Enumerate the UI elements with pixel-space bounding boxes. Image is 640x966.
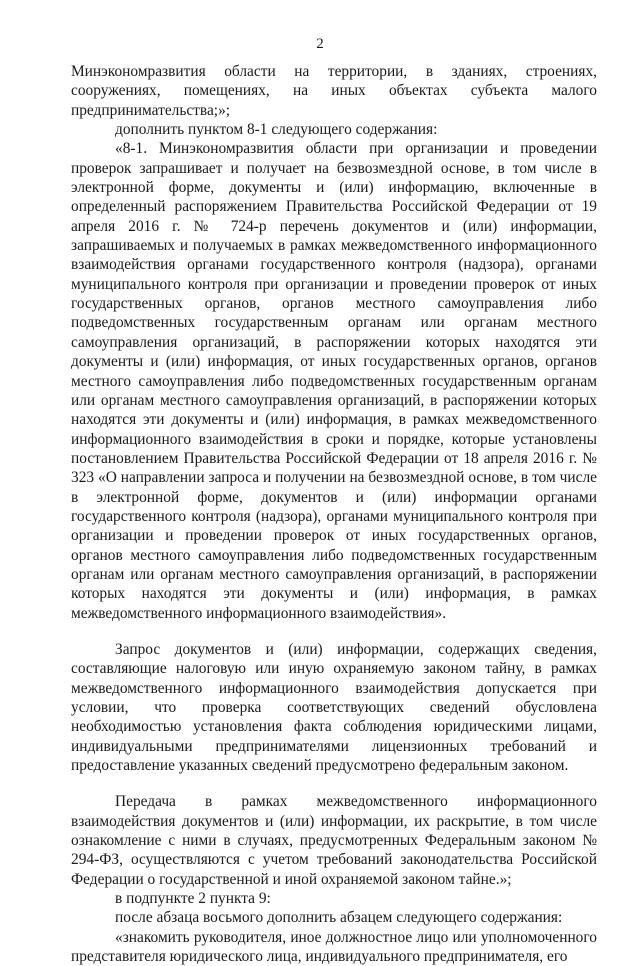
paragraph-request-secret-info: Запрос документов и (или) информации, содержащих сведения, составляющие налоговую или иную охраняемую законом тайну, в рамках межведомственного информационного взаимодействия допускается при условии, что проверка соответствующих сведений обусловлена необходимостью установления факта соблюдения юридическими лицами, индивидуальными предпринимателями лицензионных требований и предоставление указанных сведений предусмотрено федеральным законом. (71, 640, 597, 775)
page-number: 2 (316, 36, 324, 52)
paragraph-add-after-eighth: после абзаца восьмого дополнить абзацем следующего содержания: (115, 909, 563, 927)
paragraph-acquaint: «знакомить руководителя, иное должностное лицо или уполномоченного представителя юридического лица, индивидуального предпринимателя, его (71, 928, 597, 966)
paragraph-subclause-2: в подпункте 2 пункта 9: (115, 890, 271, 908)
document-body (71, 62, 597, 966)
paragraph-amendment-intro: дополнить пунктом 8-1 следующего содержания: (115, 121, 438, 139)
paragraph-clause-8-1: «8-1. Минэкономразвития области при организации и проведении проверок запрашивает и получает на безвозмездной основе, в том числе в электронной форме, документы и (или) информацию, включенные в определенный распоряжением Правительства Российской Федерации от 19 апреля 2016 г. № 724-р перечень документов и (или) информации, запрашиваемых и получаемых в рамках межведомственного информационного взаимодействия органами государственного контроля (надзора), органами муниципального контроля при организации и проведении проверок от иных государственных органов, органов местного самоуправления либо подведомственных государственным органам или органам местного самоуправления организаций, в распоряжении которых находятся эти документы и (или) информация, от иных государственных органов, органов местного самоуправления либо подведомственных государственным органам или органам местного самоуправления организаций, в распоряжении которых находятся эти документы и (или) информация, в рамках межведомственного информационного взаимодействия в сроки и порядке, которые установлены постановлением Правительства Российской Федерации от 18 апреля 2016 г. № 323 «О направлении запроса и получении на безвозмездной основе, в том числе в электронной форме, документов и (или) информации органами государственного контроля (надзора), органами муниципального контроля при организации и проведении проверок от иных государственных органов, органов местного самоуправления либо подведомственных государственным органам или органам местного самоуправления организаций, в распоряжении которых находятся эти документы и (или) информация, в рамках межведомственного информационного взаимодействия». (71, 140, 597, 622)
paragraph-continuation: Минэкономразвития области на территории, в зданиях, строениях, сооружениях, помещениях, на иных объектах субъекта малого предпринимательства;»; (71, 63, 597, 119)
paragraph-transfer-documents: Передача в рамках межведомственного информационного взаимодействия документов и (или) информации, их раскрытие, в том числе ознакомление с ними в случаях, предусмотренных Федеральным законом № 294-ФЗ, осуществляются с учетом требований законодательства Российской Федерации о государственной и иной охраняемой законом тайне.»; (71, 793, 597, 888)
